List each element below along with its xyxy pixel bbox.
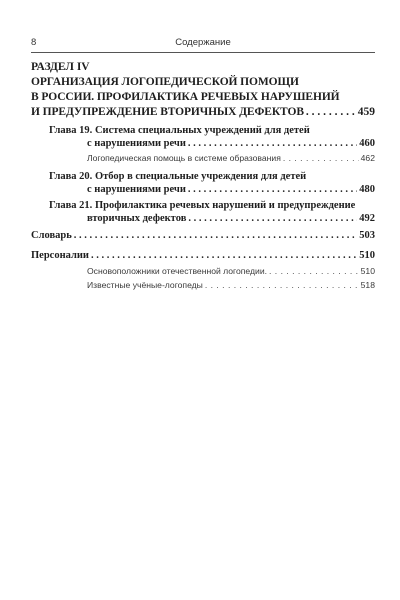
- header-rule: [31, 52, 375, 53]
- toc-subentry[interactable]: [31, 279, 375, 291]
- chapter-19-page: 460: [359, 138, 375, 149]
- leader-dots: [188, 183, 357, 196]
- leader-dots: [205, 279, 359, 291]
- subentry-page: 510: [360, 266, 375, 276]
- chapter-21-title-1: Профилактика речевых нарушений и предупреждение: [94, 200, 356, 211]
- chapter-21-title-2: вторичных дефектов: [87, 213, 187, 224]
- subentry-page: 518: [360, 280, 375, 290]
- chapter-20-line-1: [31, 170, 375, 183]
- subentry-line: [87, 152, 375, 164]
- subentry-page: 462: [360, 153, 375, 163]
- chapter-20-page: 480: [359, 184, 375, 195]
- dictionary-title: Словарь: [31, 230, 72, 241]
- chapter-21-line-1: [31, 199, 375, 212]
- toc-subentry[interactable]: [31, 152, 375, 164]
- chapter-21-line-2: [31, 212, 375, 225]
- subentry-title: Известные учёные-логопеды: [87, 280, 203, 290]
- subentry-line: [87, 279, 375, 291]
- chapter-20-label: Глава 20.: [49, 171, 93, 182]
- section-line-4: [31, 105, 375, 120]
- leader-dots: [269, 265, 359, 277]
- leader-dots: [306, 105, 356, 120]
- section-line-1: РАЗДЕЛ IV: [31, 61, 90, 73]
- section-line-2: ОРГАНИЗАЦИЯ ЛОГОПЕДИЧЕСКОЙ ПОМОЩИ: [31, 76, 299, 88]
- personalia-title: Персоналии: [31, 250, 89, 261]
- chapter-21-page: 492: [359, 213, 375, 224]
- page-number: 8: [31, 37, 37, 48]
- subentry-line: [87, 265, 375, 277]
- dictionary-page: 503: [359, 230, 375, 241]
- running-title: Содержание: [175, 37, 231, 48]
- leader-dots: [74, 229, 357, 242]
- chapter-19-line-1: [31, 124, 375, 137]
- toc-subentry[interactable]: [31, 265, 375, 277]
- chapter-19-label: Глава 19.: [49, 125, 93, 136]
- personalia-page: 510: [359, 250, 375, 261]
- chapter-20-title-2: с нарушениями речи: [87, 184, 186, 195]
- chapter-20-line-2: [31, 183, 375, 196]
- leader-dots: [91, 249, 357, 262]
- leader-dots: [188, 212, 357, 225]
- section-line-3: В РОССИИ. ПРОФИЛАКТИКА РЕЧЕВЫХ НАРУШЕНИЙ: [31, 91, 340, 103]
- subentry-title: Основоположники отечественной логопедии.: [87, 266, 268, 276]
- section-page: 459: [357, 106, 375, 118]
- chapter-19-title-1: Система специальных учреждений для детей: [94, 125, 310, 136]
- leader-dots: [283, 152, 359, 164]
- leader-dots: [188, 137, 357, 150]
- running-header: [31, 37, 375, 53]
- toc-dictionary[interactable]: [31, 229, 375, 242]
- subentry-title: Логопедическая помощь в системе образования: [87, 153, 281, 163]
- chapter-19-title-2: с нарушениями речи: [87, 138, 186, 149]
- toc-chapter-20[interactable]: [31, 170, 375, 196]
- chapter-20-title-1: Отбор в специальные учреждения для детей: [94, 171, 307, 182]
- section-line-4-text: И ПРЕДУПРЕЖДЕНИЕ ВТОРИЧНЫХ ДЕФЕКТОВ: [31, 106, 304, 118]
- chapter-21-label: Глава 21.: [49, 200, 93, 211]
- toc-chapter-19[interactable]: [31, 124, 375, 150]
- dictionary-line: [31, 229, 375, 242]
- toc-chapter-21[interactable]: [31, 199, 375, 225]
- chapter-19-line-2: [31, 137, 375, 150]
- toc-personalia[interactable]: [31, 249, 375, 262]
- personalia-line: [31, 249, 375, 262]
- section-heading: [31, 60, 375, 120]
